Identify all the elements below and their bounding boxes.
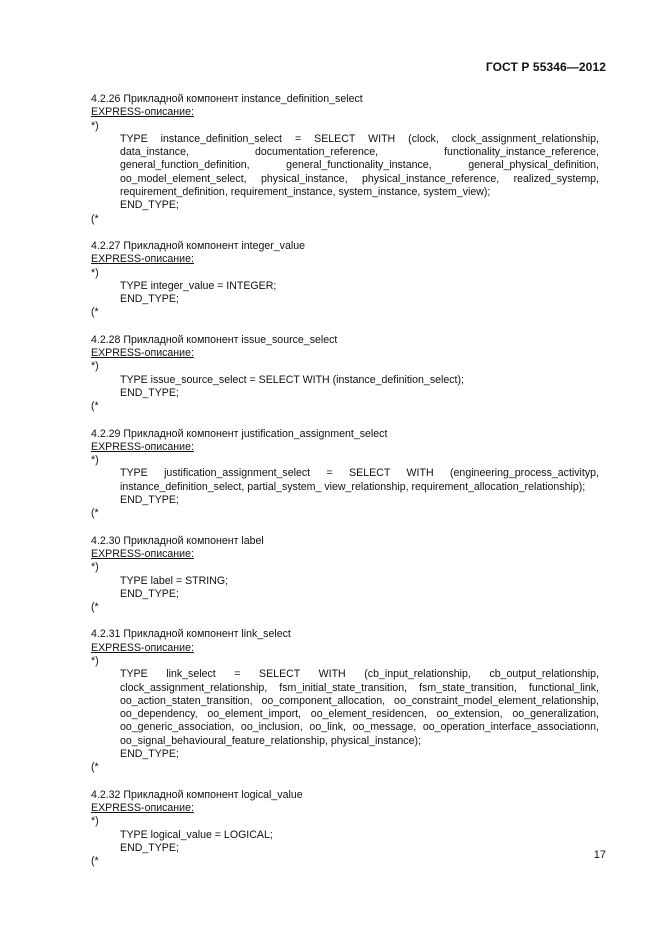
section-4-2-31 xyxy=(91,628,599,774)
end-type: END_TYPE; xyxy=(120,199,179,212)
type-definition: TYPE instance_definition_select = SELECT WITH (clock, clock_assignment_relationship, data_instance, documentation_reference, functionality_instance_reference, general_function_definition, general_functionality_instance, general_physical_definition, oo_model_element_select, physical_instance, physical_instance_reference, realized_systemp, requirement_definition, requirement_instance, system_instance, system_view); xyxy=(120,132,599,199)
open-marker: *) xyxy=(91,360,99,373)
express-label: EXPRESS-описание: xyxy=(91,106,194,119)
code-block xyxy=(120,133,599,213)
express-label: EXPRESS-описание: xyxy=(91,801,194,814)
open-marker: *) xyxy=(91,454,99,467)
section-title: 4.2.26 Прикладной компонент instance_definition_select xyxy=(91,93,363,105)
type-definition: TYPE logical_value = LOGICAL; xyxy=(120,828,273,841)
open-marker: *) xyxy=(91,815,99,828)
open-marker: *) xyxy=(91,119,99,132)
code-block xyxy=(120,374,599,401)
type-definition: TYPE justification_assignment_select = SELECT WITH (engineering_process_activityp, instance_definition_select, partial_system_ view_relationship, requirement_allocation_relationship); xyxy=(120,467,599,493)
type-definition: TYPE label = STRING; xyxy=(120,574,229,587)
close-marker: (* xyxy=(91,306,99,319)
express-label: EXPRESS-описание: xyxy=(91,440,194,453)
section-4-2-30 xyxy=(91,535,599,615)
open-marker: *) xyxy=(91,654,99,667)
close-marker: (* xyxy=(91,601,99,614)
section-4-2-32 xyxy=(91,789,599,869)
code-block xyxy=(120,668,599,761)
close-marker: (* xyxy=(91,855,99,868)
end-type: END_TYPE; xyxy=(120,587,179,600)
section-title: 4.2.27 Прикладной компонент integer_value xyxy=(91,239,305,252)
end-type: END_TYPE; xyxy=(120,386,179,399)
section-title: 4.2.31 Прикладной компонент link_select xyxy=(91,628,291,641)
close-marker: (* xyxy=(91,212,99,225)
end-type: END_TYPE; xyxy=(120,494,179,507)
code-block xyxy=(120,280,599,307)
section-title: 4.2.29 Прикладной компонент justification_assignment_select xyxy=(91,427,388,440)
type-definition: TYPE integer_value = INTEGER; xyxy=(120,279,277,292)
section-4-2-26 xyxy=(91,93,599,226)
express-label: EXPRESS-описание: xyxy=(91,547,194,560)
open-marker: *) xyxy=(91,561,99,574)
express-label: EXPRESS-описание: xyxy=(91,253,194,266)
express-label: EXPRESS-описание: xyxy=(91,641,194,654)
standard-header: ГОСТ Р 55346—2012 xyxy=(485,60,606,74)
section-4-2-28 xyxy=(91,334,599,414)
section-4-2-29 xyxy=(91,428,599,521)
open-marker: *) xyxy=(91,266,99,279)
page-content xyxy=(91,93,599,882)
close-marker: (* xyxy=(91,400,99,413)
end-type: END_TYPE; xyxy=(120,748,179,761)
section-title: 4.2.28 Прикладной компонент issue_source_select xyxy=(91,333,338,346)
type-definition: TYPE link_select = SELECT WITH (cb_input_relationship, cb_output_relationship, clock_assignment_relationship, fsm_initial_state_transition, fsm_state_transition, functional_link, oo_action_staten_transition, oo_component_allocation, oo_constraint_model_element_relationship, oo_dependency, oo_element_import, oo_element_residencen, oo_extension, oo_generalization, oo_generic_association, oo_inclusion, oo_link, oo_message, oo_operation_interface_associationn, oo_signal_behavioural_feature_relationship, physical_instance); xyxy=(120,668,599,747)
code-block xyxy=(120,829,599,856)
type-definition: TYPE issue_source_select = SELECT WITH (instance_definition_select); xyxy=(120,373,464,386)
end-type: END_TYPE; xyxy=(120,293,179,306)
section-title: 4.2.30 Прикладной компонент label xyxy=(91,534,264,547)
page-number: 17 xyxy=(593,849,606,861)
close-marker: (* xyxy=(91,761,99,774)
close-marker: (* xyxy=(91,507,99,520)
express-label: EXPRESS-описание: xyxy=(91,347,194,360)
section-title: 4.2.32 Прикладной компонент logical_value xyxy=(91,788,303,801)
end-type: END_TYPE; xyxy=(120,841,179,854)
code-block xyxy=(120,575,599,602)
section-4-2-27 xyxy=(91,240,599,320)
code-block xyxy=(120,467,599,507)
